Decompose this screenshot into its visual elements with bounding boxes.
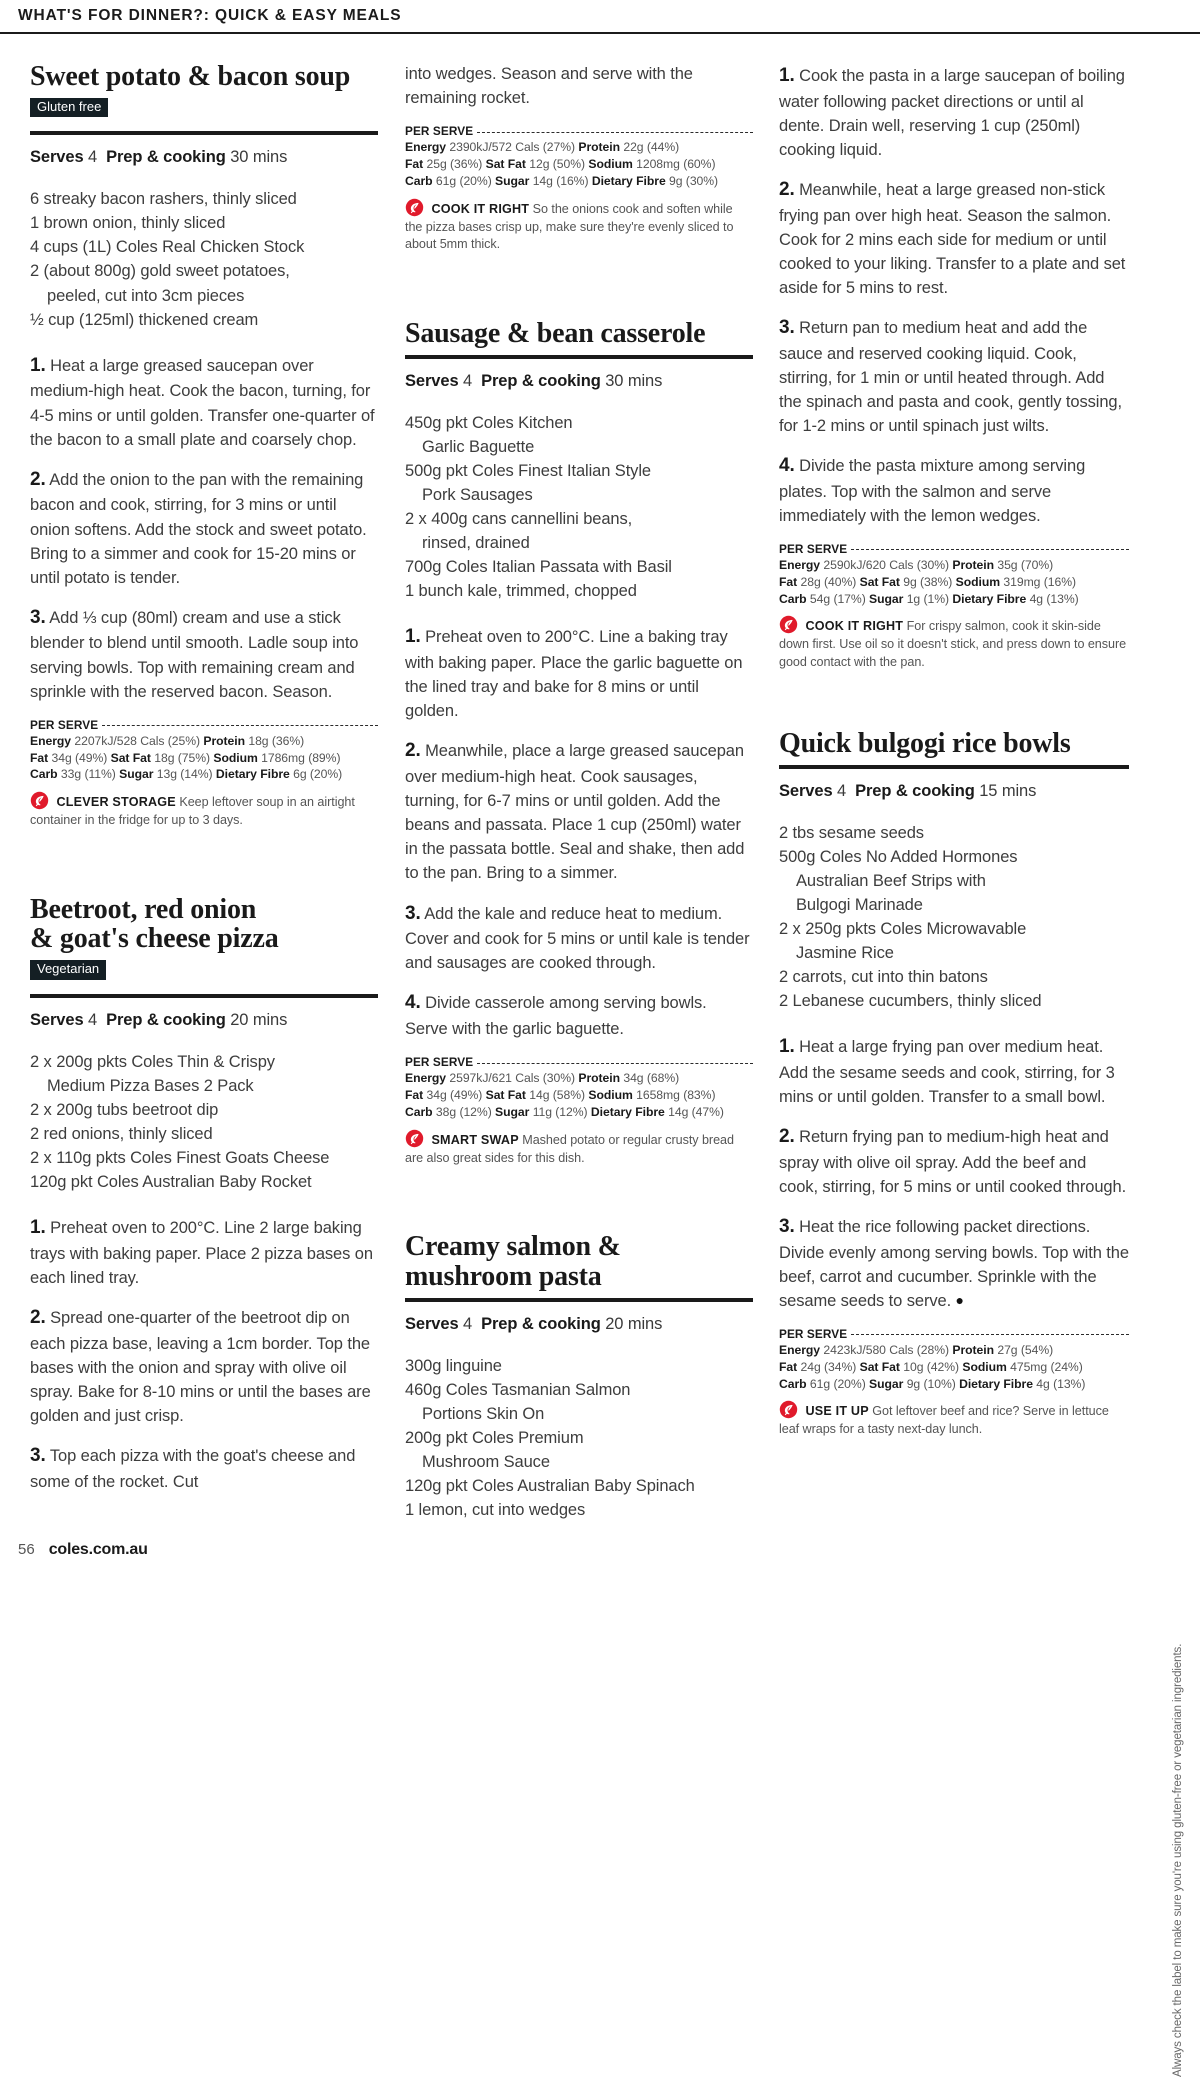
spacer xyxy=(30,843,378,895)
nutrient-name: Dietary Fibre xyxy=(215,767,290,782)
nutrient-value: 1208mg (60%) xyxy=(636,156,716,171)
website-url: coles.com.au xyxy=(48,1541,148,1558)
nutrient-name: Energy xyxy=(779,557,821,572)
nutrition-panel xyxy=(405,1055,753,1120)
recipe-sausage-bean-casserole xyxy=(405,319,753,1168)
list-item: 500g pkt Coles Finest Italian Style xyxy=(405,461,651,480)
step-text: Add ⅓ cup (80ml) cream and use a stick blender to blend until smooth. Ladle soup into serving bowls. Top with remaining cream and sprinkle with the reserved bacon. Season. xyxy=(30,608,359,701)
nutrient-name: Energy xyxy=(405,1071,447,1086)
page-title: Quick bulgogi rice bowls xyxy=(779,727,1071,759)
step-number: 4. xyxy=(779,455,795,477)
tip-callout xyxy=(779,615,1129,672)
per-serve-label: PER SERVE xyxy=(779,1326,848,1341)
status-badge: Gluten free xyxy=(30,98,108,117)
leaf-flame-icon xyxy=(405,198,424,217)
list-item: rinsed, drained xyxy=(422,534,530,553)
nutrition-row xyxy=(779,1342,1129,1359)
nutrient-value: 9g (30%) xyxy=(669,173,719,188)
column-1 xyxy=(30,62,378,1508)
tip-text: So the onions cook and soften while the pizza bases crisp up, make sure they're evenly sliced to about 5mm thick. xyxy=(405,201,734,252)
list-item: 2 red onions, thinly sliced xyxy=(30,1124,213,1143)
recipe-creamy-salmon-mushroom-pasta xyxy=(405,1232,753,1522)
list-item: Pork Sausages xyxy=(422,486,533,505)
nutrition-panel xyxy=(30,718,378,783)
nutrition-panel xyxy=(779,1327,1129,1392)
nutrient-name: Carb xyxy=(405,1104,433,1119)
step-number: 3. xyxy=(30,606,46,628)
step-text: Heat a large greased saucepan over medium-high heat. Cook the bacon, turning, for 4-5 mins or until golden. Transfer one-quarter of the bacon to a small plate and coarsely chop. xyxy=(30,356,375,449)
nutrient-value: 61g (20%) xyxy=(435,173,492,188)
tip-callout xyxy=(779,1400,1129,1439)
nutrient-name: Protein xyxy=(578,140,620,155)
method-step xyxy=(405,989,753,1041)
nutrient-name: Sodium xyxy=(213,750,258,765)
nutrition-row xyxy=(779,1359,1129,1376)
step-number: 1. xyxy=(405,626,421,648)
serves-label: Serves xyxy=(405,1314,459,1333)
method-step xyxy=(779,452,1129,528)
nutrient-value: 24g (34%) xyxy=(800,1359,857,1374)
list-item: 6 streaky bacon rashers, thinly sliced xyxy=(30,190,297,209)
tip-text: For crispy salmon, cook it skin-side down first. Use oil so it doesn't stick, and press down to ensure good contact with the pan. xyxy=(779,619,1127,670)
nutrient-value: 12g (50%) xyxy=(529,156,586,171)
nutrition-row xyxy=(405,156,753,173)
nutrient-value: 2207kJ/528 Cals (25%) xyxy=(74,733,201,748)
list-item: Medium Pizza Bases 2 Pack xyxy=(47,1076,254,1095)
list-item: Garlic Baguette xyxy=(422,437,535,456)
prep-label: Prep & cooking xyxy=(106,1010,226,1029)
page-masthead xyxy=(0,0,1200,34)
nutrient-name: Fat xyxy=(405,1088,424,1103)
list-item: 1 lemon, cut into wedges xyxy=(405,1501,586,1520)
nutrient-name: Dietary Fibre xyxy=(590,1104,665,1119)
nutrient-name: Sugar xyxy=(869,1376,904,1391)
tip-text: Keep leftover soup in an airtight container in the fridge for up to 3 days. xyxy=(30,795,355,828)
nutrition-row xyxy=(779,557,1129,574)
step-number: 3. xyxy=(779,1216,795,1238)
list-item: peeled, cut into 3cm pieces xyxy=(47,286,245,305)
nutrient-value: 22g (44%) xyxy=(623,140,680,155)
list-item: Bulgogi Marinade xyxy=(796,895,923,914)
nutrient-name: Dietary Fibre xyxy=(591,173,666,188)
nutrient-name: Energy xyxy=(779,1342,821,1357)
recipe-quick-bulgogi-rice-bowls xyxy=(779,729,1129,1440)
nutrient-value: 2423kJ/580 Cals (28%) xyxy=(823,1342,950,1357)
step-text: Return frying pan to medium-high heat and spray with olive oil spray. Add the beef and cook, stirring, for 5 mins or until cooked through. xyxy=(779,1128,1127,1196)
nutrient-name: Protein xyxy=(952,557,994,572)
prep-value: 30 mins xyxy=(230,148,288,167)
nutrient-value: 10g (42%) xyxy=(903,1359,960,1374)
leaf-flame-icon xyxy=(779,1400,798,1419)
nutrient-value: 9g (38%) xyxy=(903,574,953,589)
nutrient-value: 28g (40%) xyxy=(800,574,857,589)
divider xyxy=(30,131,378,135)
list-item: 2 tbs sesame seeds xyxy=(779,823,924,842)
dashed-rule xyxy=(851,1334,1129,1335)
step-number: 1. xyxy=(30,354,46,376)
nutrient-value: 6g (20%) xyxy=(293,767,343,782)
nutrient-name: Sodium xyxy=(962,1359,1007,1374)
nutrient-value: 25g (36%) xyxy=(426,156,483,171)
step-text: Add the onion to the pan with the remaining bacon and cook, stirring, for 3 mins or until onion softens. Add the stock and sweet potato. Bring to a simmer and cook for 15-20 mins or until potato is tender. xyxy=(30,470,367,587)
tip-text: Got leftover beef and rice? Serve in lettuce leaf wraps for a tasty next-day lunch. xyxy=(779,1404,1109,1437)
method-step xyxy=(779,176,1129,300)
step-number: 1. xyxy=(30,1217,46,1239)
nutrient-value: 13g (14%) xyxy=(156,767,213,782)
method-step xyxy=(779,1213,1129,1313)
ingredient-list xyxy=(405,1354,753,1523)
recipe-sweet-potato-bacon-soup xyxy=(30,62,378,830)
ingredient-list xyxy=(30,1050,378,1194)
serves-value: 4 xyxy=(88,148,98,167)
prep-value: 20 mins xyxy=(605,1314,663,1333)
nutrient-name: Protein xyxy=(952,1342,994,1357)
prep-value: 30 mins xyxy=(605,371,663,390)
method-step xyxy=(30,466,378,590)
recipe-beetroot-goats-cheese-pizza xyxy=(30,895,378,1494)
status-badge: Vegetarian xyxy=(30,960,106,979)
nutrition-row xyxy=(405,173,753,190)
nutrient-value: 18g (36%) xyxy=(248,733,305,748)
tip-label: COOK IT RIGHT xyxy=(431,201,530,216)
nutrient-name: Energy xyxy=(30,733,72,748)
method-step xyxy=(779,314,1129,438)
per-serve-header xyxy=(30,718,378,732)
serves-line xyxy=(405,372,753,391)
tip-text: Mashed potato or regular crusty bread are also great sides for this dish. xyxy=(405,1132,734,1165)
nutrient-name: Fat xyxy=(779,1359,798,1374)
ingredient-list xyxy=(405,411,753,604)
dashed-rule xyxy=(477,132,753,133)
step-number: 2. xyxy=(779,178,795,200)
dashed-rule xyxy=(102,725,378,726)
tip-label: CLEVER STORAGE xyxy=(56,795,176,810)
tip-label: COOK IT RIGHT xyxy=(805,619,904,634)
nutrition-row xyxy=(30,733,378,750)
tip-callout xyxy=(405,198,753,255)
disclaimer-side-note: Always check the label to make sure you're using gluten-free or vegetarian ingredients. xyxy=(1172,1643,1184,2077)
leaf-flame-icon xyxy=(30,791,49,810)
nutrient-value: 319mg (16%) xyxy=(1003,574,1077,589)
page-title: Sausage & bean casserole xyxy=(405,317,706,349)
method-step xyxy=(30,1304,378,1428)
prep-label: Prep & cooking xyxy=(481,1314,601,1333)
page-title xyxy=(405,1232,753,1292)
serves-label: Serves xyxy=(405,371,459,390)
nutrient-value: 1g (1%) xyxy=(906,591,950,606)
serves-value: 4 xyxy=(463,371,473,390)
spacer xyxy=(779,685,1129,729)
list-item: 2 x 400g cans cannellini beans, xyxy=(405,510,633,529)
list-item: Jasmine Rice xyxy=(796,944,894,962)
step-number: 2. xyxy=(405,740,421,762)
list-item: 2 carrots, cut into thin batons xyxy=(779,968,988,987)
nutrient-name: Sugar xyxy=(495,173,530,188)
nutrient-name: Sat Fat xyxy=(485,156,526,171)
step-number: 2. xyxy=(779,1126,795,1148)
nutrient-name: Sat Fat xyxy=(110,750,151,765)
page-title xyxy=(30,895,378,955)
list-item: 120g pkt Coles Australian Baby Spinach xyxy=(405,1477,695,1496)
spacer xyxy=(405,267,753,319)
nutrient-value: 38g (12%) xyxy=(435,1104,492,1119)
per-serve-header xyxy=(779,542,1129,556)
prep-value: 20 mins xyxy=(230,1010,288,1029)
list-item: Australian Beef Strips with xyxy=(796,871,986,890)
nutrient-name: Sugar xyxy=(119,767,154,782)
nutrient-value: 61g (20%) xyxy=(809,1376,866,1391)
nutrient-value: 34g (49%) xyxy=(51,750,108,765)
step-text: Add the kale and reduce heat to medium. Cover and cook for 5 mins or until kale is tender and sausages are cooked through. xyxy=(405,904,750,973)
step-number: 4. xyxy=(405,992,421,1014)
end-of-article-dot: ● xyxy=(955,1291,964,1308)
nutrition-panel xyxy=(405,124,753,189)
step-text: Divide the pasta mixture among serving plates. Top with the salmon and serve immediately with the lemon wedges. xyxy=(779,457,1086,525)
serves-value: 4 xyxy=(88,1010,98,1029)
nutrient-value: 475mg (24%) xyxy=(1010,1359,1083,1374)
step-text: Spread one-quarter of the beetroot dip on each pizza base, leaving a 1cm border. Top the bases with the onion and spray with olive oil spray. Bake for 8-10 mins or until the bases are golden and just crisp. xyxy=(30,1309,371,1426)
list-item: 450g pkt Coles Kitchen xyxy=(405,413,573,432)
title-line-2: mushroom pasta xyxy=(405,1261,602,1293)
prep-label: Prep & cooking xyxy=(855,781,975,800)
list-item: 1 brown onion, thinly sliced xyxy=(30,214,226,233)
nutrient-name: Energy xyxy=(405,140,447,155)
step-number: 1. xyxy=(779,65,795,86)
nutrient-name: Sodium xyxy=(588,156,633,171)
nutrient-value: 34g (68%) xyxy=(623,1071,680,1086)
page-footer xyxy=(18,1541,148,1559)
nutrient-value: 4g (13%) xyxy=(1029,591,1079,606)
nutrient-name: Carb xyxy=(779,591,807,606)
nutrient-name: Sat Fat xyxy=(859,1359,900,1374)
nutrient-value: 2390kJ/572 Cals (27%) xyxy=(449,140,576,155)
title-line-1: Creamy salmon & xyxy=(405,1231,621,1263)
method-step xyxy=(405,623,753,723)
nutrient-value: 4g (13%) xyxy=(1036,1376,1086,1391)
dashed-rule xyxy=(477,1063,753,1064)
nutrient-value: 27g (54%) xyxy=(997,1342,1054,1357)
list-item: 2 Lebanese cucumbers, thinly sliced xyxy=(779,992,1042,1011)
spacer xyxy=(405,1180,753,1232)
per-serve-header xyxy=(405,1055,753,1069)
nutrition-row xyxy=(405,1070,753,1087)
method-step xyxy=(30,604,378,704)
nutrient-value: 18g (75%) xyxy=(154,750,211,765)
list-item: ½ cup (125ml) thickened cream xyxy=(30,310,259,329)
list-item: 2 x 110g pkts Coles Finest Goats Cheese xyxy=(30,1149,330,1168)
serves-value: 4 xyxy=(837,781,847,800)
nutrient-name: Sat Fat xyxy=(485,1088,526,1103)
step-text: Meanwhile, heat a large greased non-stick frying pan over high heat. Season the salmon. Cook for 2 mins each side for medium or until cooked to your liking. Transfer to a plate and set aside for 5 mins to rest. xyxy=(779,180,1126,297)
masthead-title: WHAT'S FOR DINNER?: QUICK & EASY MEALS xyxy=(18,7,402,24)
serves-line xyxy=(779,782,1129,801)
nutrient-name: Fat xyxy=(405,156,424,171)
nutrient-value: 54g (17%) xyxy=(809,591,866,606)
tip-callout xyxy=(30,791,378,830)
step-number: 3. xyxy=(30,1445,46,1467)
nutrient-value: 2590kJ/620 Cals (30%) xyxy=(823,557,950,572)
per-serve-label: PER SERVE xyxy=(30,717,99,732)
nutrient-value: 14g (16%) xyxy=(532,173,589,188)
leaf-flame-icon xyxy=(779,615,798,634)
leaf-flame-icon xyxy=(405,1129,424,1148)
step-text: Heat a large frying pan over medium heat. Add the sesame seeds and cook, stirring, for 3 mins or until golden. Transfer to a small bowl. xyxy=(779,1038,1115,1107)
nutrition-row xyxy=(779,591,1129,608)
nutrient-value: 33g (11%) xyxy=(60,767,116,782)
nutrient-value: 11g (12%) xyxy=(532,1104,588,1119)
step-number: 3. xyxy=(779,317,795,339)
page-title: Sweet potato & bacon soup xyxy=(30,61,351,92)
per-serve-header xyxy=(405,124,753,138)
method-step xyxy=(30,1214,378,1290)
divider xyxy=(405,1298,753,1302)
nutrition-row xyxy=(405,1104,753,1121)
nutrient-value: 14g (58%) xyxy=(529,1088,586,1103)
nutrient-name: Carb xyxy=(405,173,433,188)
method-continuation: into wedges. Season and serve with the remaining rocket. xyxy=(405,65,693,108)
nutrient-value: 35g (70%) xyxy=(997,557,1054,572)
nutrition-row xyxy=(30,750,378,767)
dashed-rule xyxy=(851,549,1129,550)
serves-line xyxy=(30,148,378,167)
prep-label: Prep & cooking xyxy=(106,148,226,167)
nutrient-name: Dietary Fibre xyxy=(952,591,1027,606)
step-text: Return pan to medium heat and add the sauce and reserved cooking liquid. Cook, stirring, for 1 min or until heated through. Add the spinach and pasta and cook, gently tossing, for 1-2 mins or until spinach just wilts. xyxy=(779,319,1122,435)
method-step xyxy=(30,1442,378,1494)
nutrient-name: Sugar xyxy=(495,1104,530,1119)
nutrient-name: Sodium xyxy=(588,1088,633,1103)
method-step xyxy=(405,737,753,885)
list-item: 120g pkt Coles Australian Baby Rocket xyxy=(30,1173,312,1192)
list-item: 2 (about 800g) gold sweet potatoes, xyxy=(30,262,290,281)
list-item: Portions Skin On xyxy=(422,1405,545,1424)
step-text: Meanwhile, place a large greased saucepan over medium-high heat. Cook sausages, turning, for 6-7 mins or until golden. Add the beans and passata. Place 1 cup (250ml) water in the passata bottle. Seal and shake, then add to the pan. Bring to a simmer. xyxy=(405,742,745,883)
page-number: 56 xyxy=(18,1541,35,1558)
list-item: 2 x 200g tubs beetroot dip xyxy=(30,1100,219,1119)
step-text: Preheat oven to 200°C. Line a baking tray with baking paper. Place the garlic baguette on the lined tray and bake for 8 mins or until golden. xyxy=(405,628,743,721)
method-step xyxy=(779,1123,1129,1199)
nutrition-row xyxy=(30,766,378,783)
serves-label: Serves xyxy=(779,781,833,800)
serves-label: Serves xyxy=(30,1010,84,1029)
nutrient-name: Dietary Fibre xyxy=(959,1376,1033,1391)
per-serve-header xyxy=(779,1327,1129,1341)
divider xyxy=(405,355,753,359)
step-text: Heat the rice following packet directions. Divide evenly among serving bowls. Top with the beef, carrot and cucumber. Sprinkle with the sesame seeds to serve. xyxy=(779,1218,1129,1310)
serves-value: 4 xyxy=(463,1314,473,1333)
step-text: Divide casserole among serving bowls. Serve with the garlic baguette. xyxy=(405,994,707,1039)
per-serve-label: PER SERVE xyxy=(779,541,848,556)
nutrient-value: 2597kJ/621 Cals (30%) xyxy=(449,1071,576,1086)
step-number: 3. xyxy=(405,902,421,924)
nutrition-row xyxy=(405,1087,753,1104)
column-3 xyxy=(779,62,1129,1452)
nutrient-name: Protein xyxy=(578,1071,620,1086)
serves-label: Serves xyxy=(30,148,84,167)
tip-callout xyxy=(405,1129,753,1168)
list-item: 4 cups (1L) Coles Real Chicken Stock xyxy=(30,238,305,257)
list-item: 460g Coles Tasmanian Salmon xyxy=(405,1381,631,1400)
nutrient-value: 9g (10%) xyxy=(906,1376,956,1391)
nutrition-row xyxy=(779,574,1129,591)
method-step xyxy=(779,1033,1129,1109)
ingredient-list xyxy=(30,187,378,331)
step-number: 1. xyxy=(779,1036,795,1058)
step-text: Top each pizza with the goat's cheese and some of the rocket. Cut xyxy=(30,1447,356,1491)
nutrient-name: Protein xyxy=(203,733,245,748)
nutrient-value: 1658mg (83%) xyxy=(636,1088,716,1103)
method-step xyxy=(779,62,1129,162)
nutrition-panel xyxy=(779,542,1129,607)
nutrient-value: 34g (49%) xyxy=(426,1088,483,1103)
ingredient-list xyxy=(779,821,1129,1014)
list-item: 500g Coles No Added Hormones xyxy=(779,847,1018,866)
prep-label: Prep & cooking xyxy=(481,371,601,390)
nutrient-name: Sat Fat xyxy=(859,574,900,589)
nutrient-name: Sugar xyxy=(869,591,904,606)
divider xyxy=(779,765,1129,769)
tip-label: SMART SWAP xyxy=(431,1132,519,1147)
step-number: 2. xyxy=(30,1307,46,1329)
per-serve-label: PER SERVE xyxy=(405,1055,474,1070)
serves-line xyxy=(30,1011,378,1030)
per-serve-label: PER SERVE xyxy=(405,124,474,139)
step-text: Cook the pasta in a large saucepan of boiling water following packet directions or until al dente. Drain well, reserving 1 cup (250ml) cooking liquid. xyxy=(779,67,1125,159)
method-step xyxy=(30,352,378,452)
step-text: Preheat oven to 200°C. Line 2 large baking trays with baking paper. Place 2 pizza bases on each lined tray. xyxy=(30,1219,373,1288)
nutrient-value: 14g (47%) xyxy=(668,1104,724,1119)
nutrient-name: Carb xyxy=(779,1376,807,1391)
list-item: Mushroom Sauce xyxy=(422,1453,550,1472)
title-line-2: & goat's cheese pizza xyxy=(30,923,279,955)
nutrition-row xyxy=(405,139,753,156)
method-step xyxy=(405,900,753,976)
serves-line xyxy=(405,1315,753,1334)
nutrient-name: Sodium xyxy=(955,574,1001,589)
list-item: 700g Coles Italian Passata with Basil xyxy=(405,558,672,577)
prep-value: 15 mins xyxy=(979,781,1037,800)
list-item: 2 x 200g pkts Coles Thin & Crispy xyxy=(30,1052,275,1071)
nutrient-name: Fat xyxy=(30,750,49,765)
nutrient-name: Fat xyxy=(779,574,798,589)
list-item: 2 x 250g pkts Coles Microwavable xyxy=(779,919,1027,938)
title-line-1: Beetroot, red onion xyxy=(30,893,257,925)
list-item: 200g pkt Coles Premium xyxy=(405,1429,584,1448)
list-item: 1 bunch kale, trimmed, chopped xyxy=(405,582,637,601)
list-item: 300g linguine xyxy=(405,1356,502,1375)
nutrient-name: Carb xyxy=(30,767,58,782)
step-number: 2. xyxy=(30,468,46,490)
tip-label: USE IT UP xyxy=(805,1404,869,1419)
nutrient-value: 1786mg (89%) xyxy=(261,750,341,765)
nutrition-row xyxy=(779,1376,1129,1393)
column-2 xyxy=(405,62,753,1543)
divider xyxy=(30,994,378,998)
